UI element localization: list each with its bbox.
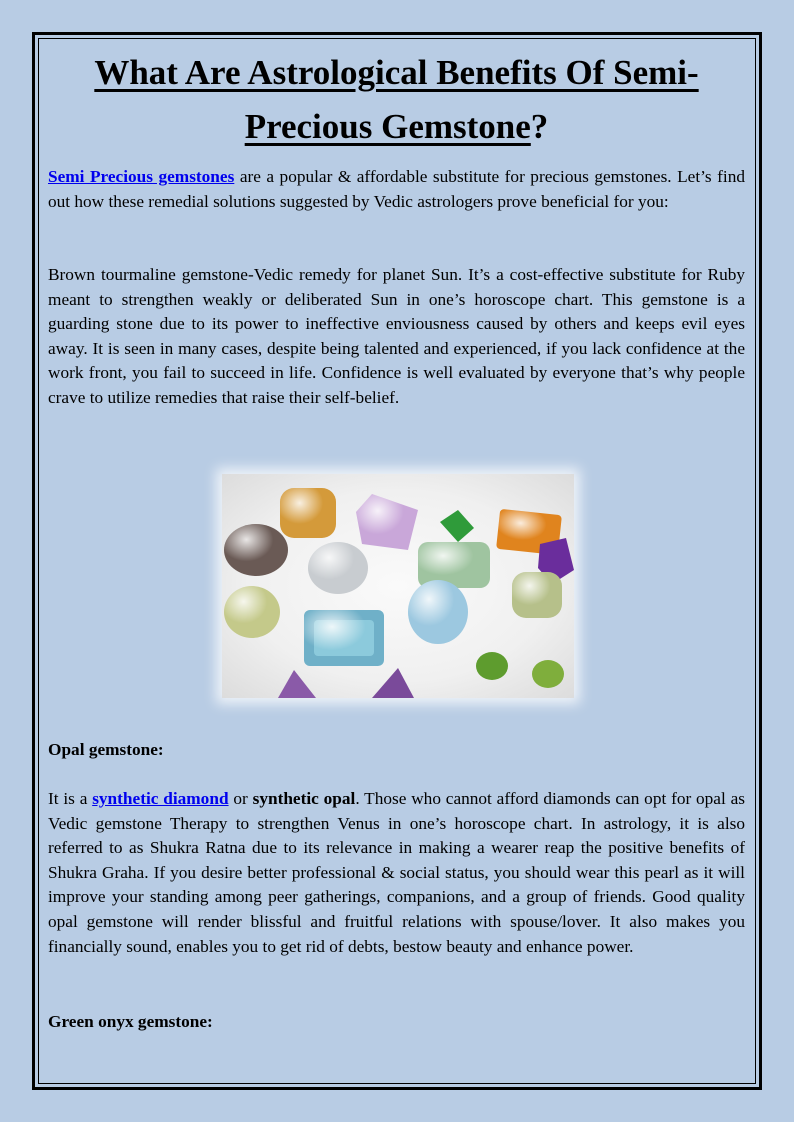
- document-body: [48, 46, 745, 1031]
- synthetic-opal-bold: synthetic opal: [252, 789, 356, 808]
- opal-text: . Those who cannot afford diamonds can opt for opal as Vedic gemstone Therapy to strengthen Venus in one’s horoscope chart. In astrology, it is also referred to as Shukra Ratna due to its relevance in making a wearer reap the positive benefits of Shukra Graha. If you desire better professional & social status, you should wear this pearl as it will improve your standing among peer gatherings, companions, and a group of friends. Good quality opal gemstone will render blissful and fruitful relations with spouse/lover. It also makes you financially sound, enables you to get rid of debts, bestow beauty and enhance power.: [48, 789, 745, 956]
- gemstones-illustration: [222, 474, 574, 698]
- synthetic-diamond-link[interactable]: synthetic diamond: [92, 789, 229, 808]
- title-question-mark: ?: [530, 107, 549, 146]
- green-onyx-heading: Green onyx gemstone:: [48, 1012, 213, 1031]
- semi-precious-gemstones-link[interactable]: Semi Precious gemstones: [48, 167, 235, 186]
- peridot-cushion-gem: [512, 572, 562, 618]
- prasiolite-gem: [418, 542, 490, 588]
- aquamarine-gem: [408, 580, 468, 644]
- lavender-gem: [356, 494, 418, 550]
- emerald-gem: [440, 510, 474, 542]
- gemstones-photo: [222, 474, 574, 698]
- title-line-1: What Are Astrological Benefits Of Semi-: [94, 53, 699, 92]
- opal-pre: It is a: [48, 789, 93, 808]
- intro-paragraph: [48, 165, 745, 214]
- purple-trillion-gem-1: [278, 670, 316, 698]
- page-title: [48, 46, 745, 154]
- smoky-quartz-gem: [224, 524, 288, 576]
- tourmaline-paragraph: Brown tourmaline gemstone-Vedic remedy for planet Sun. It’s a cost-effective substitute for Ruby meant to strengthen weakly or deliberated Sun in one’s horoscope chart. This gemstone is a guarding stone due to its power to ineffective enviousness caused by others and keeps evil eyes away. It is seen in many cases, despite being talented and experienced, if you lack confidence at the work front, you fail to succeed in life. Confidence is well evaluated by everyone that’s why people crave to utilize remedies that raise their self-belief.: [48, 265, 745, 407]
- opal-heading: Opal gemstone:: [48, 740, 164, 759]
- pale-green-gem: [224, 586, 280, 638]
- green-round-gem: [476, 652, 508, 680]
- opal-paragraph: [48, 787, 745, 959]
- peridot-oval-gem: [532, 660, 564, 688]
- citrine-gem: [280, 488, 336, 538]
- opal-mid: or: [228, 789, 253, 808]
- clear-quartz-gem: [308, 542, 368, 594]
- title-line-2: Precious Gemstone: [244, 107, 531, 146]
- blue-topaz-gem: [304, 610, 384, 666]
- purple-trillion-gem-2: [372, 668, 414, 698]
- intro-text: are a popular & affordable substitute for precious gemstones. Let’s find out how these remedial solutions suggested by Vedic astrologers prove beneficial for you:: [48, 167, 745, 211]
